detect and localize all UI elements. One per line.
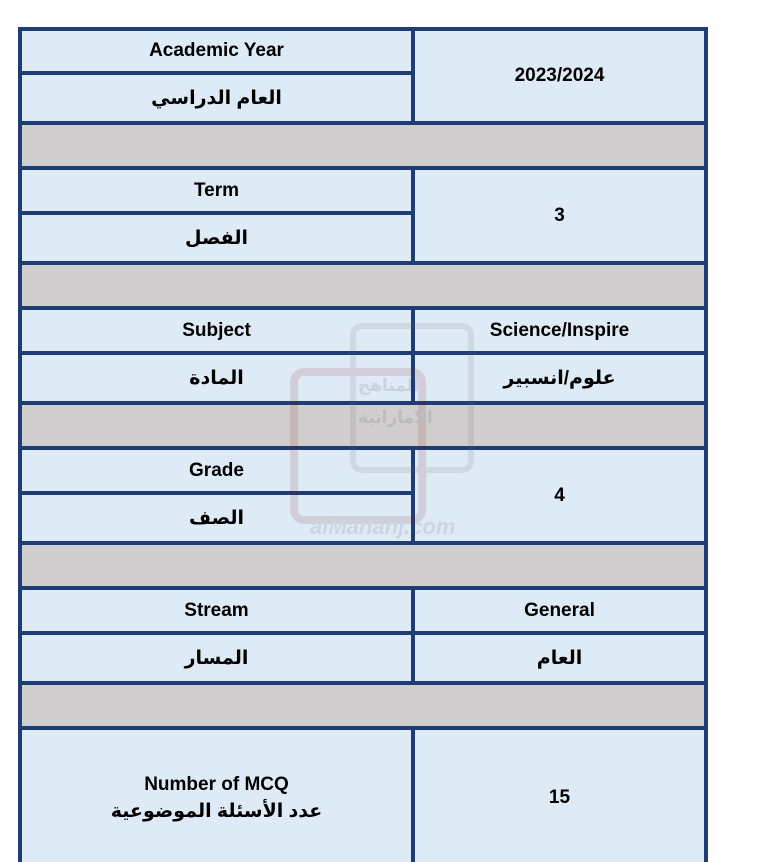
stream-label-en: Stream [22, 590, 411, 631]
term-value: 3 [415, 170, 704, 261]
subject-label-ar: المادة [22, 355, 411, 401]
grade-value: 4 [415, 450, 704, 541]
row-separator [22, 685, 704, 726]
subject-value-ar: علوم/انسبير [415, 355, 704, 401]
mcq-value: 15 [415, 730, 704, 862]
info-table [18, 27, 708, 862]
academic-year-value: 2023/2024 [415, 31, 704, 121]
stream-label-ar: المسار [22, 635, 411, 681]
mcq-label-ar: عدد الأسئلة الموضوعية [110, 800, 323, 822]
row-separator [22, 405, 704, 446]
subject-value-en: Science/Inspire [415, 310, 704, 351]
row-separator [22, 545, 704, 586]
grade-label-en: Grade [22, 450, 411, 491]
grade-label-ar: الصف [22, 495, 411, 541]
stream-value-ar: العام [415, 635, 704, 681]
mcq-label [22, 730, 411, 862]
row-separator [22, 265, 704, 306]
term-label-en: Term [22, 170, 411, 211]
mcq-label-en: Number of MCQ [144, 773, 289, 795]
subject-label-en: Subject [22, 310, 411, 351]
stream-value-en: General [415, 590, 704, 631]
term-label-ar: الفصل [22, 215, 411, 261]
academic-year-label-en: Academic Year [22, 31, 411, 71]
row-separator [22, 125, 704, 166]
academic-year-label-ar: العام الدراسي [22, 75, 411, 121]
